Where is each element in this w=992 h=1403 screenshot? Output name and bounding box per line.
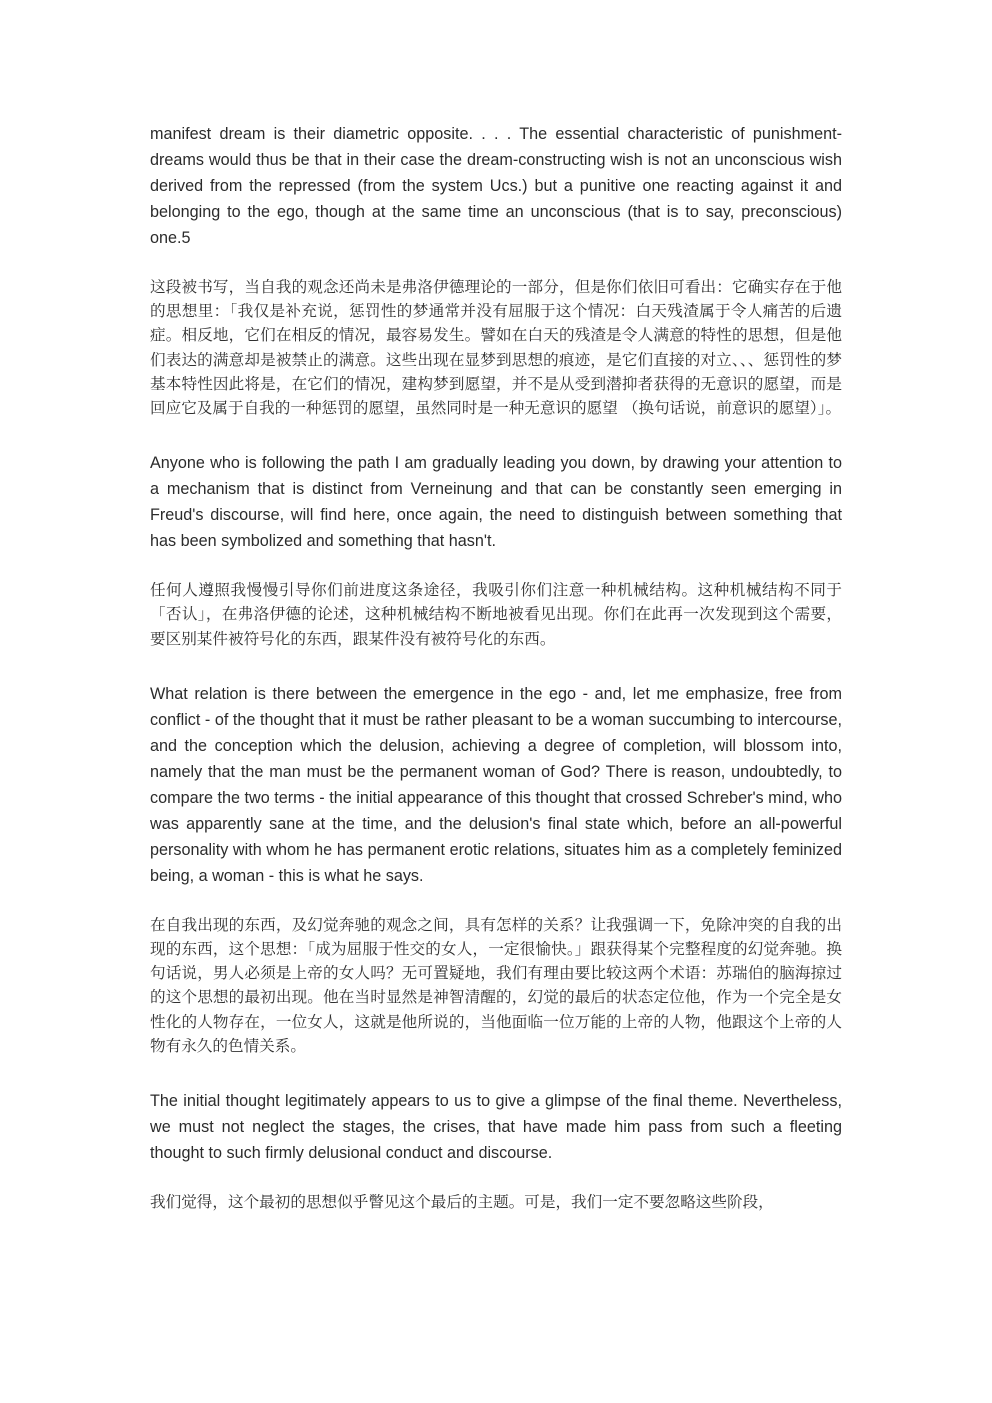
paragraph-english: The initial thought legitimately appears to us to give a glimpse of the final theme. Nevertheless, we must not neglect the stages, the crises, that have made him pass from such a fleeting thought to such firmly delusional conduct and discourse. (150, 1092, 842, 1163)
paragraph-english: What relation is there between the emergence in the ego - and, let me emphasize, free from conflict - of the thought that it must be rather pleasant to be a woman succumbing to intercourse, and the conception which the delusion, achieving a degree of completion, will blossom into, namely that the man must be the permanent woman of God? There is reason, undoubtedly, to compare the two terms - the initial appearance of this thought that crossed Schreber's mind, who was apparently sane at the time, and the delusion's final state which, before an all-powerful personality with whom he has permanent erotic relations, situates him as a completely feminized being, a woman - this is what he says. (150, 684, 842, 885)
paragraph-chinese: 任何人遵照我慢慢引导你们前进度这条途径，我吸引你们注意一种机械结构。这种机械结构不同于「否认」，在弗洛伊德的论述，这种机械结构不断地被看见出现。你们在此再一次发现到这个需要，要区别某件被符号化的东西，跟某件没有被符号化的东西。 (150, 581, 842, 648)
paragraph-chinese: 在自我出现的东西，及幻觉奔驰的观念之间，具有怎样的关系？让我强调一下，免除冲突的自我的出现的东西，这个思想：「成为屈服于性交的女人，一定很愉快。」跟获得某个完整程度的幻觉奔驰。换句话说，男人必须是上帝的女人吗？无可置疑地，我们有理由要比较这两个术语：苏瑞伯的脑海掠过的这个思想的最初出现。他在当时显然是神智清醒的，幻觉的最后的状态定位他，作为一个完全是女性化的人物存在，一位女人，这就是他所说的，当他面临一位万能的上帝的人物，他跟这个上帝的人物有永久的色情关系。 (150, 915, 842, 1055)
document-page (150, 121, 842, 1244)
paragraph-english: Anyone who is following the path I am gradually leading you down, by drawing your attention to a mechanism that is distinct from Verneinung and that can be constantly seen emerging in Freud's discourse, will find here, once again, the need to distinguish between something that has been symbolized and something that hasn't. (150, 454, 842, 551)
paragraph-english: manifest dream is their diametric opposite. . . . The essential characteristic of punishment-dreams would thus be that in their case the dream-constructing wish is not an unconscious wish derived from the repressed (from the system Ucs.) but a punitive one reacting against it and belonging to the ego, though at the same time an unconscious (that is to say, preconscious) one.5 (150, 125, 842, 247)
paragraph-chinese: 我们觉得，这个最初的思想似乎瞥见这个最后的主题。可是，我们一定不要忽略这些阶段， (150, 1193, 774, 1212)
paragraph-chinese: 这段被书写，当自我的观念还尚未是弗洛伊德理论的一部分，但是你们依旧可看出：它确实存在于他的思想里：「我仅是补充说，惩罚性的梦通常并没有屈服于这个情况：白天残渣属于令人痛苦的后遗症。相反地，它们在相反的情况，最容易发生。譬如在白天的残渣是令人满意的特性的思想，但是他们表达的满意却是被禁止的满意。这些出现在显梦到思想的痕迹，是它们直接的对立、、、惩罚性的梦基本特性因此将是，在它们的情况，建构梦到愿望，并不是从受到潜抑者获得的无意识的愿望，而是回应它及属于自我的一种惩罚的愿望，虽然同时是一种无意识的愿望 （换句话说，前意识的愿望）」。 (150, 278, 842, 418)
